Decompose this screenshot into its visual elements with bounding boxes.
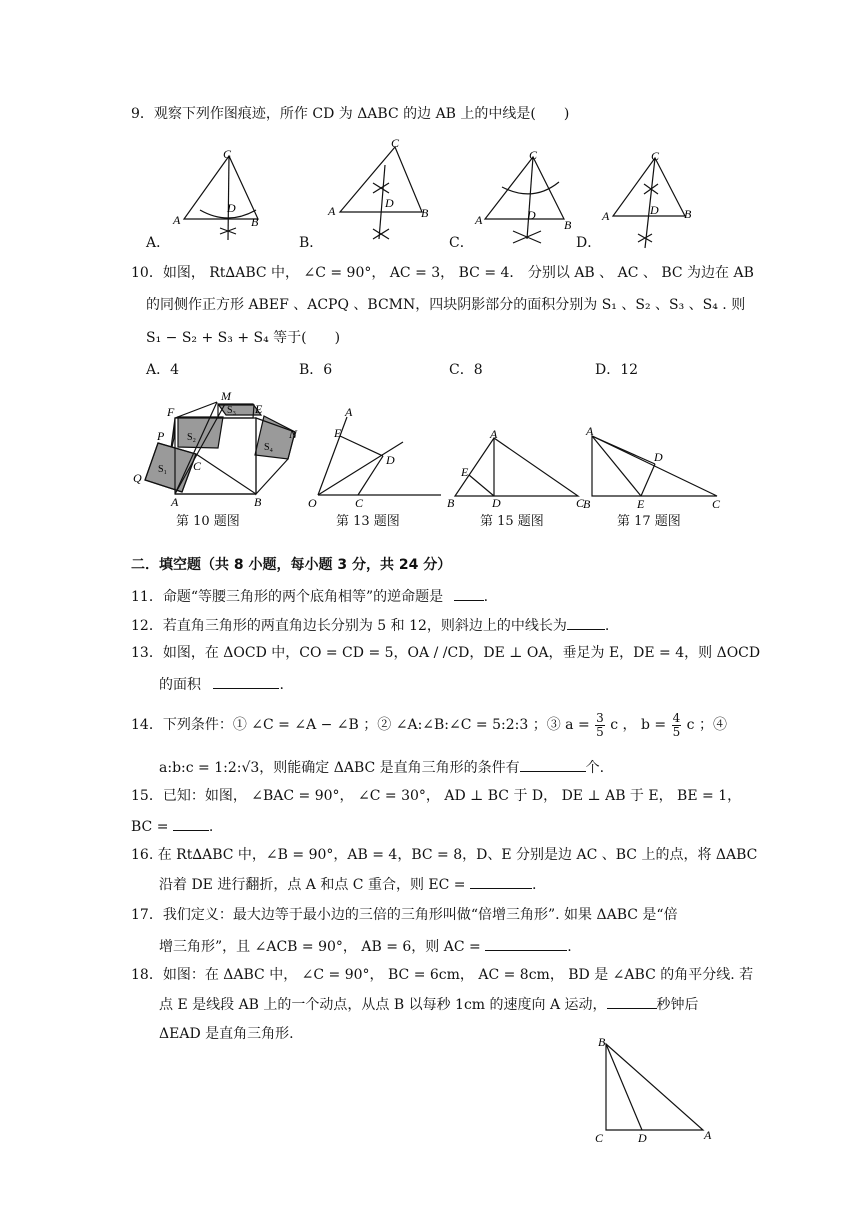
q18-blank	[607, 994, 657, 1009]
label-Q: Q	[133, 471, 142, 485]
q9-figure-a	[170, 148, 270, 248]
q14-fraction-2-denominator: 5	[672, 724, 681, 739]
label-B: B	[447, 496, 455, 510]
q16-line2-text: 沿着 DE 进行翻折，点 A 和点 C 重合，则 EC =	[159, 877, 466, 893]
label-S2: S₂	[187, 432, 197, 443]
period: .	[483, 589, 489, 605]
q14-line2-text: a:b:c = 1:2:√3，则能确定 ΔABC 是直角三角形的条件有	[159, 760, 520, 776]
q16-line2	[159, 874, 536, 895]
figure-10	[130, 388, 305, 513]
label-A: A	[586, 424, 594, 438]
label-D: D	[654, 450, 663, 464]
q10-line2: 的同侧作正方形 ABEF 、ACPQ 、BCMN，四块阴影部分的面积分别为 S₁ 、S₂ 、S₃ 、S₄ . 则	[146, 297, 746, 313]
q14-fraction-1	[595, 712, 605, 739]
q14-text-b: c ；④	[686, 717, 727, 733]
q18-line2-end: 秒钟后	[656, 997, 699, 1013]
label-C: C	[193, 459, 202, 473]
label-B: B	[251, 215, 259, 229]
caption-figure-13: 第 13 题图	[336, 514, 400, 529]
label-E: E	[255, 402, 263, 416]
q14-text-mid: c ， b =	[610, 717, 667, 733]
caption-figure-15: 第 15 题图	[480, 514, 544, 529]
label-D: D	[527, 208, 536, 222]
label-C: C	[223, 147, 232, 161]
figure-17	[580, 424, 730, 514]
period: .	[604, 618, 610, 634]
label-B: B	[421, 206, 429, 220]
q13-blank	[213, 674, 279, 689]
q14-line2-end: 个.	[585, 760, 605, 776]
q10-line1: 10．如图， Rt∆ABC 中， ∠C = 90°， AC = 3， BC = 4． 分别以 AB 、 AC 、 BC 为边在 AB	[131, 265, 754, 281]
q14-line1	[131, 710, 727, 740]
q15-line2	[131, 816, 213, 837]
q18-line1: 18．如图：在 ΔABC 中， ∠C = 90°， BC = 6cm， AC = 8cm， BD 是 ∠ABC 的角平分线. 若	[131, 967, 754, 983]
period: .	[279, 677, 284, 693]
q9-option-c: C．	[449, 235, 474, 251]
q10-option-d: D．12	[595, 362, 639, 378]
label-A: A	[475, 213, 483, 227]
q13-line2	[159, 674, 284, 695]
section-2-heading: 二．填空题（共 8 小题，每小题 3 分，共 24 分）	[131, 557, 452, 573]
q12	[131, 615, 609, 636]
label-D: D	[386, 453, 395, 467]
q10-option-a: A．4	[146, 362, 180, 378]
q11-blank	[454, 586, 484, 601]
period: .	[531, 877, 537, 893]
q14-fraction-2	[672, 712, 682, 739]
label-N: N	[289, 427, 298, 441]
label-A: A	[704, 1128, 712, 1142]
q10-line3: S₁ − S₂ + S₃ + S₄ 等于( )	[146, 330, 341, 346]
label-D: D	[492, 496, 501, 510]
caption-figure-17: 第 17 题图	[617, 514, 681, 529]
label-C: C	[391, 136, 400, 150]
q9-option-b: B．	[299, 235, 324, 251]
q14-line2	[159, 757, 604, 778]
q9-figure-b	[325, 135, 435, 245]
label-S1: S₁	[158, 464, 168, 475]
q15-line2-text: BC =	[131, 819, 169, 835]
q17-line1: 17．我们定义：最大边等于最小边的三倍的三角形叫做“倍增三角形”. 如果 ΔABC 是“倍	[131, 907, 678, 923]
q16-blank	[470, 874, 532, 889]
q13-line1: 13．如图，在 ΔOCD 中，CO = CD = 5，OA / /CD，DE ⊥ OA，垂足为 E，DE = 4，则 ΔOCD	[131, 645, 761, 661]
q14-fraction-1-denominator: 5	[596, 724, 604, 739]
label-O: O	[308, 496, 317, 510]
q14-fraction-2-numerator: 4	[672, 710, 681, 725]
label-F: F	[167, 405, 175, 419]
label-C: C	[355, 496, 364, 510]
label-S4: S₄	[264, 442, 274, 453]
q18-line2	[159, 994, 699, 1015]
label-D: D	[385, 196, 394, 210]
figure-18	[590, 1032, 720, 1147]
label-E: E	[334, 426, 342, 440]
q9-figure-d	[600, 148, 710, 248]
label-B: B	[583, 497, 591, 511]
q9-text: 9．观察下列作图痕迹，所作 CD 为 ΔABC 的边 AB 上的中线是( )	[131, 106, 570, 122]
figure-15	[445, 428, 585, 513]
q18-line3: ΔEAD 是直角三角形.	[159, 1026, 294, 1042]
q15-line1: 15．已知：如图， ∠BAC = 90°， ∠C = 30°， AD ⊥ BC 于 D， DE ⊥ AB 于 E， BE = 1，	[131, 788, 742, 804]
q9-option-a: A．	[146, 235, 171, 251]
q17-line2	[159, 936, 572, 957]
caption-figure-10: 第 10 题图	[176, 514, 240, 529]
q13-line2-text: 的面积	[159, 677, 201, 693]
q14-text-a: 14．下列条件：① ∠C = ∠A − ∠B ；② ∠A:∠B:∠C = 5:2:3 ；③ a =	[131, 717, 590, 733]
q10-option-b: B．6	[299, 362, 333, 378]
label-M: M	[221, 389, 231, 403]
label-A: A	[602, 209, 610, 223]
label-B: B	[598, 1035, 606, 1049]
q18-line2-text: 点 E 是线段 AB 上的一个动点，从点 B 以每秒 1cm 的速度向 A 运动，	[159, 997, 607, 1013]
label-S3: S₃	[227, 405, 237, 416]
label-B: B	[254, 495, 262, 509]
q11	[131, 586, 488, 607]
q12-blank	[567, 615, 605, 630]
label-A: A	[490, 427, 498, 441]
label-E: E	[637, 497, 645, 511]
label-C: C	[529, 148, 538, 162]
q10-option-c: C．8	[449, 362, 483, 378]
q14-blank	[520, 757, 586, 772]
q16-line1: 16. 在 Rt∆ABC 中，∠B = 90°，AB = 4，BC = 8，D、E 分别是边 AC 、BC 上的点，将 ΔABC	[131, 847, 758, 863]
label-D: D	[638, 1131, 647, 1145]
q17-blank	[485, 936, 567, 951]
q15-blank	[173, 816, 209, 831]
label-B: B	[684, 207, 692, 221]
label-C: C	[595, 1131, 604, 1145]
period: .	[567, 939, 572, 955]
label-A: A	[171, 495, 179, 509]
q12-text: 12．若直角三角形的两直角边长分别为 5 和 12，则斜边上的中线长为	[131, 618, 567, 634]
label-P: P	[157, 429, 165, 443]
label-D: D	[227, 201, 236, 215]
label-E: E	[461, 465, 469, 479]
label-A: A	[345, 405, 353, 419]
label-C: C	[712, 497, 721, 511]
label-A: A	[173, 213, 181, 227]
period: .	[208, 819, 214, 835]
label-A: A	[328, 204, 336, 218]
label-B: B	[564, 218, 572, 232]
label-C: C	[576, 496, 585, 510]
q17-line2-text: 增三角形”，且 ∠ACB = 90°， AB = 6，则 AC =	[159, 939, 481, 955]
label-D: D	[650, 203, 659, 217]
q11-text: 11．命题“等腰三角形的两个底角相等”的逆命题是	[131, 589, 444, 605]
figure-13	[305, 404, 445, 514]
q14-fraction-1-numerator: 3	[596, 710, 604, 725]
label-C: C	[651, 149, 660, 163]
q9-figure-c	[475, 147, 585, 247]
q9-option-d: D．	[576, 235, 602, 251]
